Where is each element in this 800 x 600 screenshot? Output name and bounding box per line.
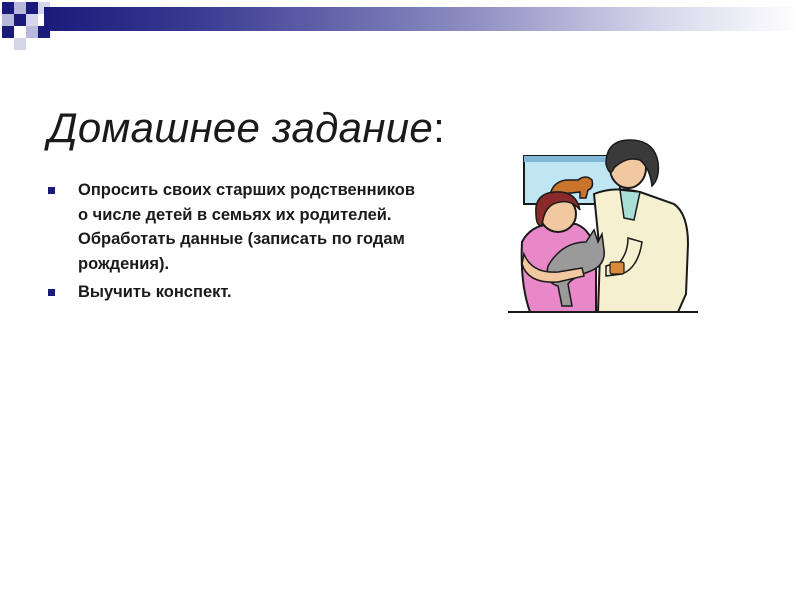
bullet-item xyxy=(48,178,428,276)
bullet-list xyxy=(48,178,428,309)
title-colon: : xyxy=(433,104,446,151)
veterinarian-clipart-icon xyxy=(502,134,702,316)
slide-title xyxy=(48,104,445,152)
bullet-item xyxy=(48,280,428,305)
square-bullet-icon xyxy=(48,289,55,296)
bullet-text: Выучить конспект. xyxy=(78,283,232,301)
bullet-text: Опросить своих старших родственников о числе детей в семьях их родителей. Обработать данные (записать по годам рождения). xyxy=(78,181,416,273)
title-text: Домашнее задание xyxy=(48,104,434,151)
square-bullet-icon xyxy=(48,187,55,194)
header-gradient-band xyxy=(44,7,800,31)
